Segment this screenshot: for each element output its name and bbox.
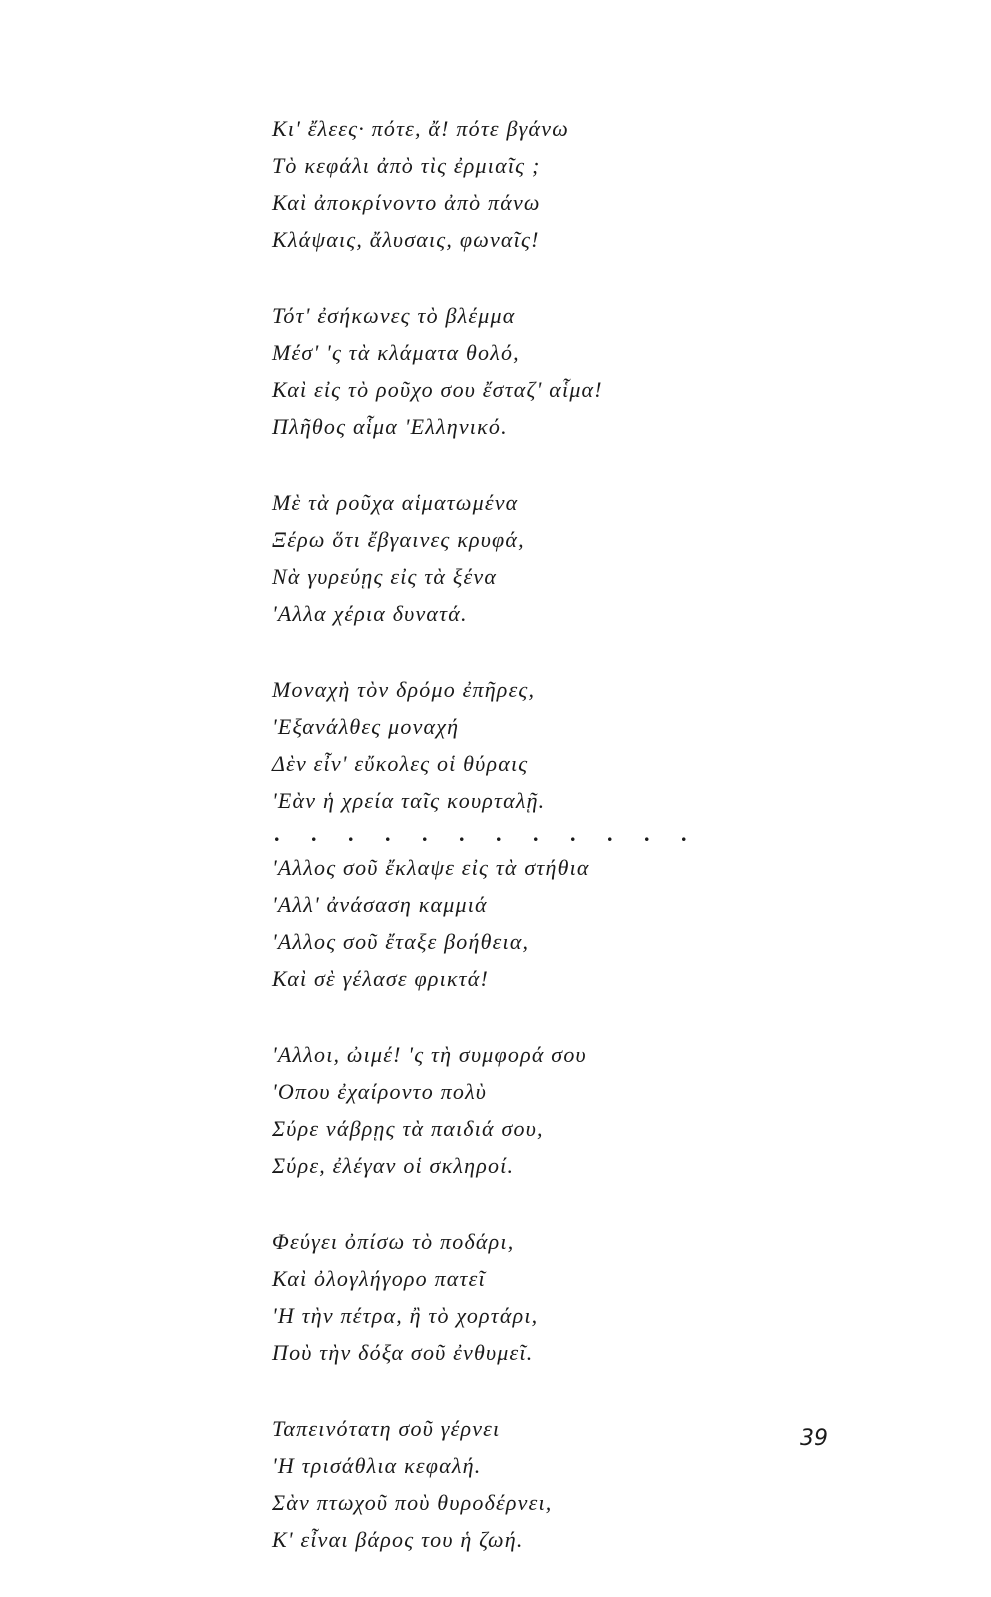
verse-line: Ξέρω ὅτι ἔβγαινες κρυφά, (272, 527, 525, 552)
verse-line: 'Η τὴν πέτρα, ἢ τὸ χορτάρι, (272, 1303, 539, 1328)
verse-line: Κ' εἶναι βάρος του ἡ ζωή. (272, 1527, 524, 1552)
verse-line: Καὶ εἰς τὸ ροῦχο σου ἔσταζ' αἷμα! (272, 377, 603, 402)
verse-line: Σύρε νάβρῃς τὰ παιδιά σου, (272, 1116, 544, 1141)
verse-line: 'Αλλοι, ὠιμέ! 'ς τὴ συμφορά σου (272, 1042, 587, 1067)
page-number: 39 (800, 1426, 828, 1451)
verse-line: Καὶ ὀλογλήγορο πατεῖ (272, 1266, 486, 1291)
verse-line: Μὲ τὰ ροῦχα αἱματωμένα (272, 490, 519, 515)
verse-line: Πλῆθος αἷμα 'Ελληνικό. (272, 414, 508, 439)
verse-line: 'Εξανάλθες μοναχή (272, 714, 460, 739)
verse-line: Μέσ' 'ς τὰ κλάματα θολό, (272, 340, 520, 365)
verse-line: 'Η τρισάθλια κεφαλή. (272, 1453, 482, 1478)
verse-line: Σὰν πτωχοῦ ποὺ θυροδέρνει, (272, 1490, 553, 1515)
verse-line: Κι' ἔλεες· πότε, ἄ! πότε βγάνω (272, 116, 569, 141)
verse-line: Ταπεινότατη σοῦ γέρνει (272, 1416, 501, 1441)
verse-line: 'Οπου ἐχαίροντο πολὺ (272, 1079, 488, 1104)
verse-line: 'Αλλος σοῦ ἔκλαψε εἰς τὰ στήθια (272, 855, 590, 880)
stanza (272, 849, 712, 997)
verse-line: Δὲν εἶν' εὔκολες οἱ θύραις (272, 751, 529, 776)
stanza (272, 1410, 712, 1558)
verse-line: 'Αλλ' ἀνάσαση καμμιά (272, 892, 488, 917)
verse-line: Φεύγει ὀπίσω τὸ ποδάρι, (272, 1229, 515, 1254)
verse-line: 'Αλλος σοῦ ἔταξε βοήθεια, (272, 929, 530, 954)
verse-line: Κλάψαις, ἄλυσαις, φωναῖς! (272, 227, 540, 252)
verse-line: 'Αλλα χέρια δυνατά. (272, 601, 468, 626)
stanza (272, 484, 712, 632)
verse-line: Νὰ γυρεύῃς εἰς τὰ ξένα (272, 564, 498, 589)
verse-line: Καὶ σὲ γέλασε φρικτά! (272, 966, 490, 991)
stanza (272, 671, 712, 819)
verse-line: Σύρε, ἐλέγαν οἱ σκληροί. (272, 1153, 515, 1178)
stanza (272, 1036, 712, 1184)
verse-line: Καὶ ἀποκρίνοντο ἀπὸ πάνω (272, 190, 541, 215)
poem-text (272, 110, 712, 1597)
stanza (272, 297, 712, 445)
verse-line: Τότ' ἐσήκωνες τὸ βλέμμα (272, 303, 516, 328)
stanza (272, 1223, 712, 1371)
verse-line: Τὸ κεφάλι ἀπὸ τὶς ἐρμιαῖς ; (272, 153, 541, 178)
omission-dots: . . . . . . . . . . . . (274, 821, 700, 846)
stanza (272, 110, 712, 258)
verse-line: Μοναχὴ τὸν δρόμο ἐπῆρες, (272, 677, 536, 702)
verse-line: Ποὺ τὴν δόξα σοῦ ἐνθυμεῖ. (272, 1340, 534, 1365)
verse-line: 'Εὰν ἡ χρεία ταῖς κουρταλῇ. (272, 788, 546, 813)
